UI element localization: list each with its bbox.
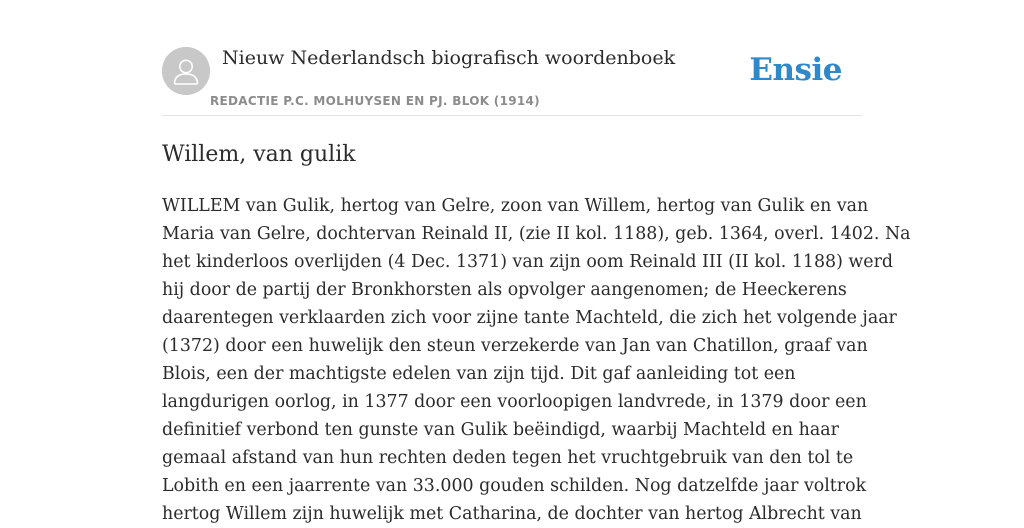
entry-body-line: hij door de partij der Bronkhorsten als opvolger aangenomen; de Heeckerens [162, 280, 847, 300]
entry-body-line: langdurigen oorlog, in 1377 door een voorloopigen landvrede, in 1379 door een [162, 392, 867, 412]
source-title[interactable]: Nieuw Nederlandsch biografisch woordenboek [222, 47, 676, 69]
source-header [162, 46, 862, 116]
header-divider [162, 115, 862, 116]
entry-body-line: gemaal afstand van hun rechten deden tegen het vruchtgebruik van den tol te [162, 448, 854, 468]
entry-body-line: Lobith en een jaarrente van 33.000 gouden schilden. Nog datzelfde jaar voltrok [162, 476, 867, 496]
source-editors: REDACTIE P.C. MOLHUYSEN EN PJ. BLOK (1914) [210, 94, 540, 108]
entry-body [162, 192, 911, 528]
entry-body-line: Maria van Gelre, dochtervan Reinald II, (zie II kol. 1188), geb. 1364, overl. 1402. Na [162, 224, 911, 244]
entry-title: Willem, van gulik [162, 142, 356, 167]
user-icon-graphic [162, 47, 210, 95]
user-icon [162, 47, 210, 95]
entry-body-line: hertog Willem zijn huwelijk met Catharina, de dochter van hertog Albrecht van [162, 504, 862, 524]
entry-body-line: (1372) door een huwelijk den steun verzekerde van Jan van Chatillon, graaf van [162, 336, 868, 356]
entry-body-line: het kinderloos overlijden (4 Dec. 1371) van zijn oom Reinald III (II kol. 1188) werd [162, 252, 894, 272]
entry-body-line: WILLEM van Gulik, hertog van Gelre, zoon van Willem, hertog van Gulik en van [162, 196, 869, 216]
entry-body-line: daarentegen verklaarden zich voor zijne tante Machteld, die zich het volgende jaar [162, 308, 897, 328]
entry-body-line: definitief verbond ten gunste van Gulik beëindigd, waarbij Machteld en haar [162, 420, 839, 440]
ensie-logo[interactable]: Ensie [749, 52, 842, 88]
entry-body-line: Blois, een der machtigste edelen van zijn tijd. Dit gaf aanleiding tot een [162, 364, 796, 384]
